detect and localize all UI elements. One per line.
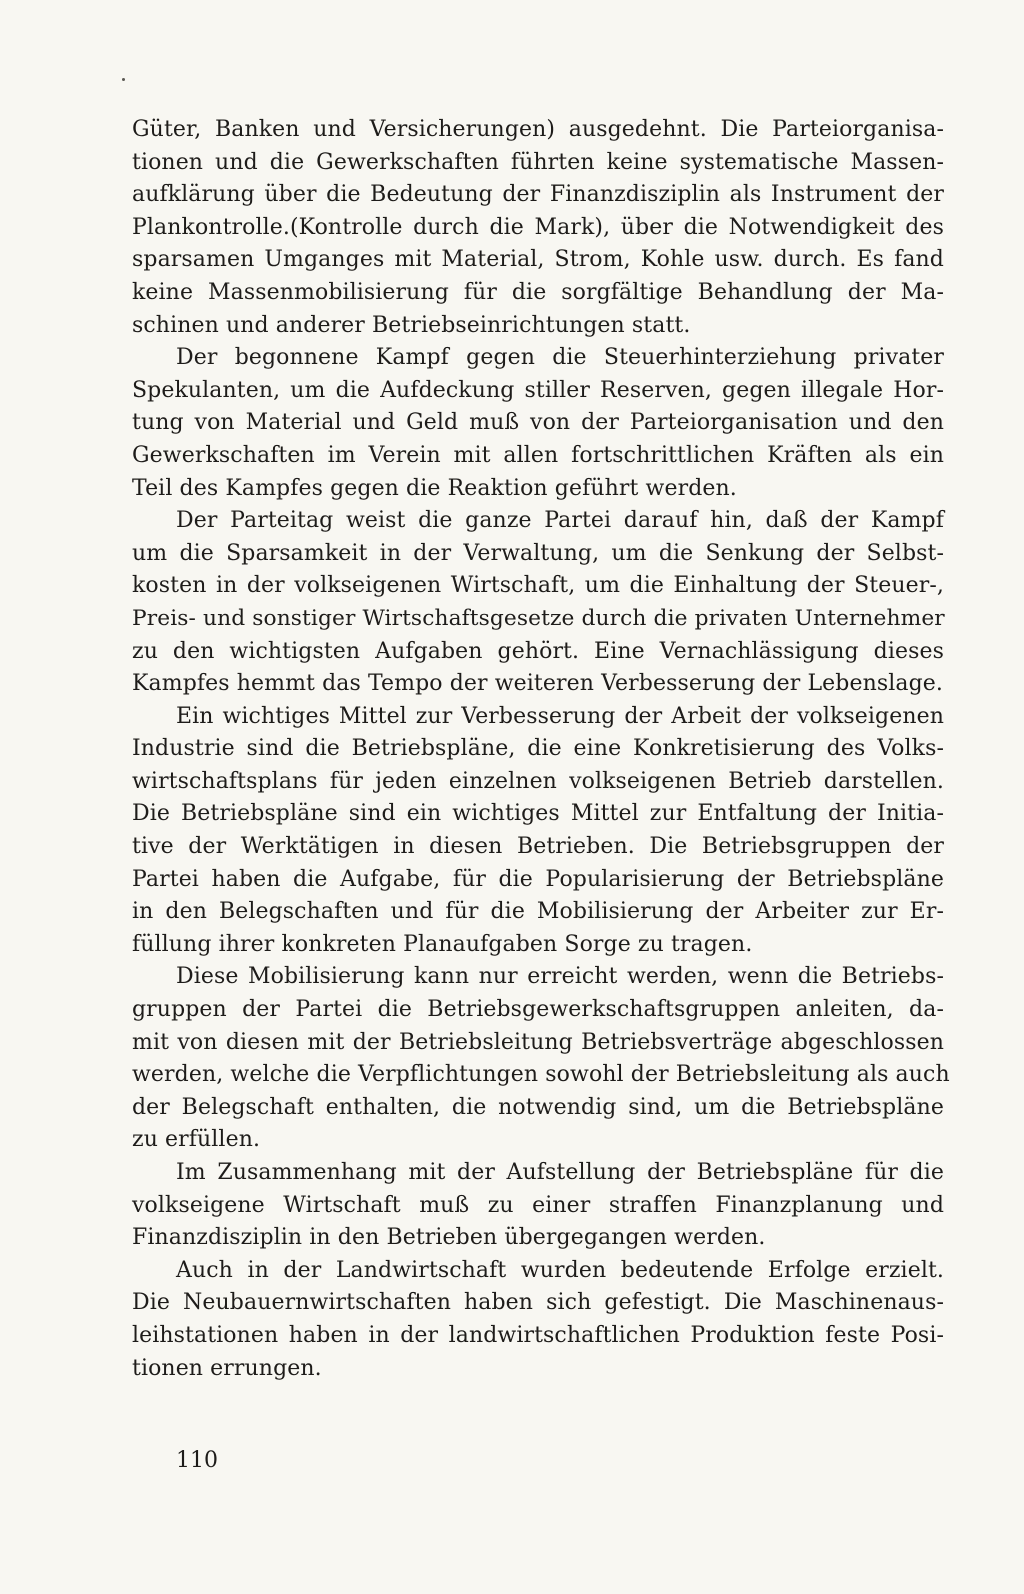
body-text	[132, 114, 950, 1385]
text-line: Industrie sind die Betriebspläne, die eine Konkretisierung des Volks-	[132, 736, 944, 762]
paragraph	[132, 1157, 944, 1255]
text-line: Spekulanten, um die Aufdeckung stiller Reserven, gegen illegale Hor-	[132, 377, 944, 403]
text-line: Der Parteitag weist die ganze Partei darauf hin, daß der Kampf	[176, 508, 944, 534]
text-line: Die Neubauernwirtschaften haben sich gefestigt. Die Maschinenaus-	[132, 1290, 944, 1316]
paragraph	[132, 505, 944, 701]
paper-speck	[122, 78, 125, 81]
paragraph	[132, 1255, 944, 1385]
text-line: sparsamen Umganges mit Material, Strom, Kohle usw. durch. Es fand	[132, 247, 944, 273]
text-line: Teil des Kampfes gegen die Reaktion geführt werden.	[132, 475, 737, 501]
text-line: zu erfüllen.	[132, 1127, 261, 1153]
text-line: werden, welche die Verpflichtungen sowohl der Betriebsleitung als auch	[132, 1062, 950, 1088]
text-line: Die Betriebspläne sind ein wichtiges Mittel zur Entfaltung der Initia-	[132, 801, 944, 827]
text-line: aufklärung über die Bedeutung der Finanzdisziplin als Instrument der	[132, 182, 944, 208]
text-line: Auch in der Landwirtschaft wurden bedeutende Erfolge erzielt.	[176, 1257, 944, 1283]
text-line: Finanzdisziplin in den Betrieben übergegangen werden.	[132, 1225, 766, 1251]
text-line: volkseigene Wirtschaft muß zu einer straffen Finanzplanung und	[132, 1192, 944, 1218]
text-line: tive der Werktätigen in diesen Betrieben. Die Betriebsgruppen der	[132, 834, 944, 860]
text-line: Preis- und sonstiger Wirtschaftsgesetze durch die privaten Unternehmer	[132, 605, 945, 631]
text-line: tionen errungen.	[132, 1355, 322, 1381]
text-line: keine Massenmobilisierung für die sorgfältige Behandlung der Ma-	[132, 279, 944, 305]
text-line: tionen und die Gewerkschaften führten keine systematische Massen-	[132, 149, 944, 175]
page-number: 110	[176, 1448, 218, 1473]
text-line: mit von diesen mit der Betriebsleitung Betriebsverträge abgeschlossen	[132, 1029, 944, 1055]
paragraph	[132, 114, 944, 342]
text-line: Gewerkschaften im Verein mit allen fortschrittlichen Kräften als ein	[132, 442, 944, 468]
text-line: um die Sparsamkeit in der Verwaltung, um die Senkung der Selbst-	[132, 540, 944, 566]
paragraph	[132, 701, 944, 962]
text-line: Ein wichtiges Mittel zur Verbesserung der Arbeit der volkseigenen	[176, 703, 944, 729]
text-line: Diese Mobilisierung kann nur erreicht werden, wenn die Betriebs-	[176, 964, 944, 990]
text-line: Kampfes hemmt das Tempo der weiteren Verbesserung der Lebenslage.	[132, 671, 943, 697]
text-line: wirtschaftsplans für jeden einzelnen volkseigenen Betrieb darstellen.	[132, 768, 944, 794]
text-line: leihstationen haben in der landwirtschaftlichen Produktion feste Posi-	[132, 1322, 944, 1348]
text-line: Plankontrolle.(Kontrolle durch die Mark), über die Notwendigkeit des	[132, 214, 944, 240]
paragraph	[132, 342, 944, 505]
text-line: kosten in der volkseigenen Wirtschaft, um die Einhaltung der Steuer-,	[132, 573, 944, 599]
text-line: Der begonnene Kampf gegen die Steuerhinterziehung privater	[176, 345, 944, 371]
text-line: Güter, Banken und Versicherungen) ausgedehnt. Die Parteiorganisa-	[132, 117, 944, 142]
text-line: füllung ihrer konkreten Planaufgaben Sorge zu tragen.	[132, 931, 753, 957]
text-line: Partei haben die Aufgabe, für die Popularisierung der Betriebspläne	[132, 866, 944, 892]
text-line: schinen und anderer Betriebseinrichtungen statt.	[132, 312, 691, 338]
text-line: der Belegschaft enthalten, die notwendig sind, um die Betriebspläne	[132, 1094, 944, 1120]
text-line: zu den wichtigsten Aufgaben gehört. Eine Vernachlässigung dieses	[132, 638, 944, 664]
text-line: in den Belegschaften und für die Mobilisierung der Arbeiter zur Er-	[132, 899, 944, 925]
text-line: gruppen der Partei die Betriebsgewerkschaftsgruppen anleiten, da-	[132, 997, 944, 1023]
paragraph	[132, 961, 950, 1157]
text-line: tung von Material und Geld muß von der Parteiorganisation und den	[132, 410, 944, 436]
text-line: Im Zusammenhang mit der Aufstellung der Betriebspläne für die	[176, 1160, 944, 1185]
